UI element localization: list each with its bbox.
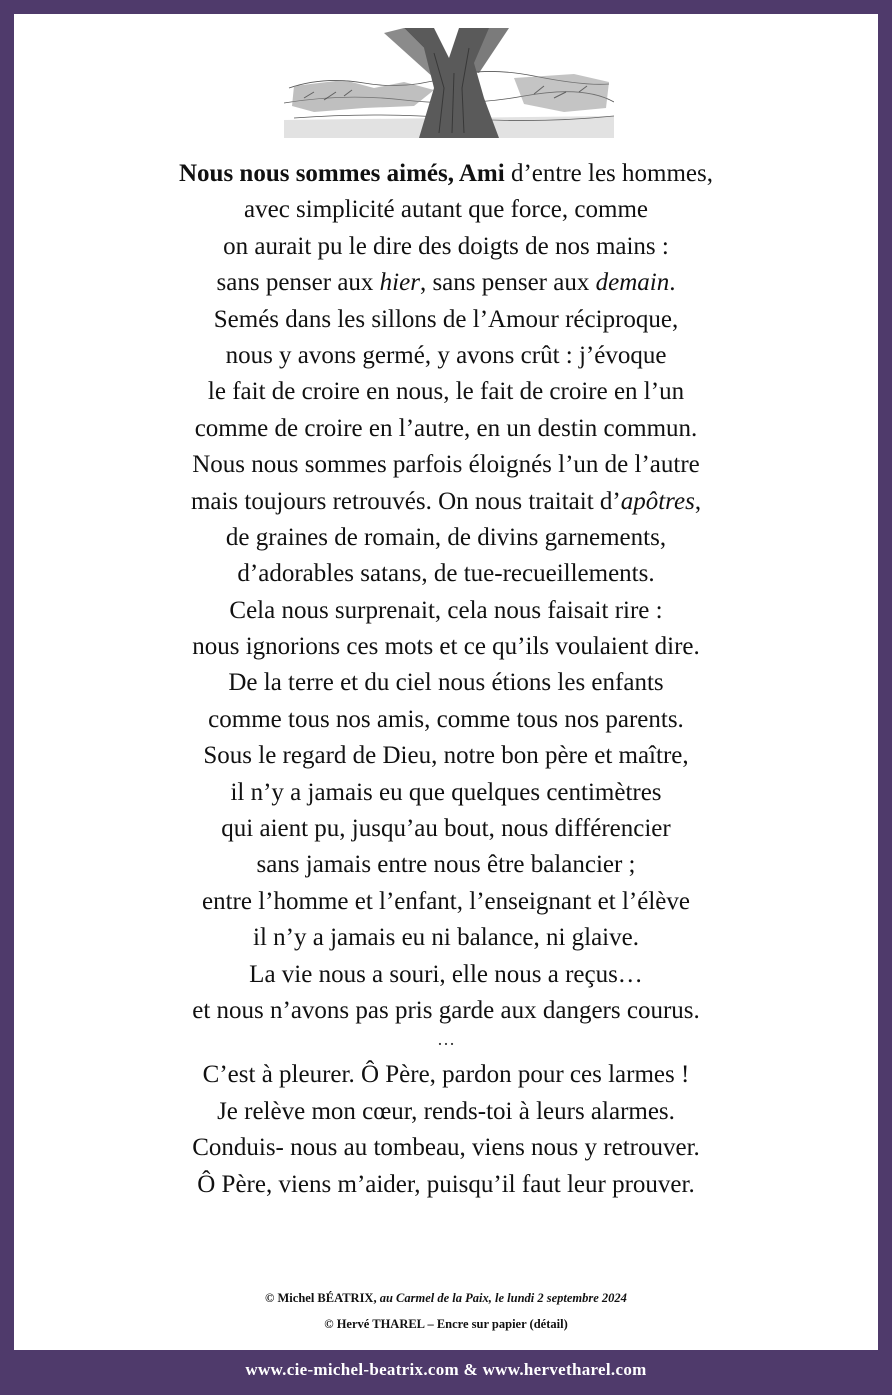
poem-line: comme tous nos amis, comme tous nos parents. [208,705,684,733]
poem-line: Nous nous sommes aimés, Ami d’entre les hommes, [178,160,713,187]
poem-line: entre l’homme et l’enfant, l’enseignant et l’élève [202,887,690,915]
poem-line: sans penser aux hier, sans penser aux demain. [216,269,676,297]
poem-line: Je relève mon cœur, rends-toi à leurs alarmes. [217,1097,675,1125]
poem-line: comme de croire en l’autre, en un destin commun. [194,414,698,442]
poem-line: il n’y a jamais eu ni balance, ni glaive. [253,924,639,952]
poem-line: De la terre et du ciel nous étions les enfants [228,669,664,697]
poem-line: il n’y a jamais eu que quelques centimètres [230,778,662,806]
poem-line: Sous le regard de Dieu, notre bon père et maître, [203,742,689,770]
poem-line: Semés dans les sillons de l’Amour réciproque, [213,305,679,333]
poem-line: nous ignorions ces mots et ce qu’ils voulaient dire. [192,633,700,661]
poem-line: La vie nous a souri, elle nous a reçus… [249,960,643,988]
credits [14,1290,878,1334]
poem-line: le fait de croire en nous, le fait de croire en l’un [207,378,685,406]
poem-line: Nous nous sommes parfois éloignés l’un de l’autre [192,451,700,479]
poem-line: avec simplicité autant que force, comme [244,196,648,224]
poem-line: et nous n’avons pas pris garde aux dangers courus. [192,996,700,1024]
tree-ink-drawing-icon [284,28,614,138]
poem-line: nous y avons germé, y avons crût : j’évoque [225,341,667,369]
poem-line: sans jamais entre nous être balancier ; [256,851,636,879]
poem-line: Conduis- nous au tombeau, viens nous y retrouver. [192,1134,700,1162]
poem [14,156,878,1203]
author-credit: © Michel BÉATRIX, au Carmel de la Paix, le lundi 2 septembre 2024 [265,1291,627,1305]
poem-line: mais toujours retrouvés. On nous traitait d’apôtres, [190,487,702,515]
poem-line: de graines de romain, de divins garnements, [225,523,667,551]
poem-line: d’adorables satans, de tue-recueillements. [237,560,655,588]
footer-links[interactable]: www.cie-michel-beatrix.com & www.hervetharel.com [245,1360,647,1379]
poem-line: qui aient pu, jusqu’au bout, nous différencier [221,815,671,843]
poem-line: Ô Père, viens m’aider, puisqu’il faut leur prouver. [197,1170,695,1198]
poem-line: Cela nous surprenait, cela nous faisait rire : [229,596,663,624]
artist-credit: © Hervé THAREL – Encre sur papier (détail) [324,1317,568,1331]
poem-line: on aurait pu le dire des doigts de nos mains : [223,232,669,260]
poem-card [14,14,878,1350]
poem-ellipsis: … [437,1029,455,1050]
poem-line: C’est à pleurer. Ô Père, pardon pour ces larmes ! [202,1061,690,1089]
